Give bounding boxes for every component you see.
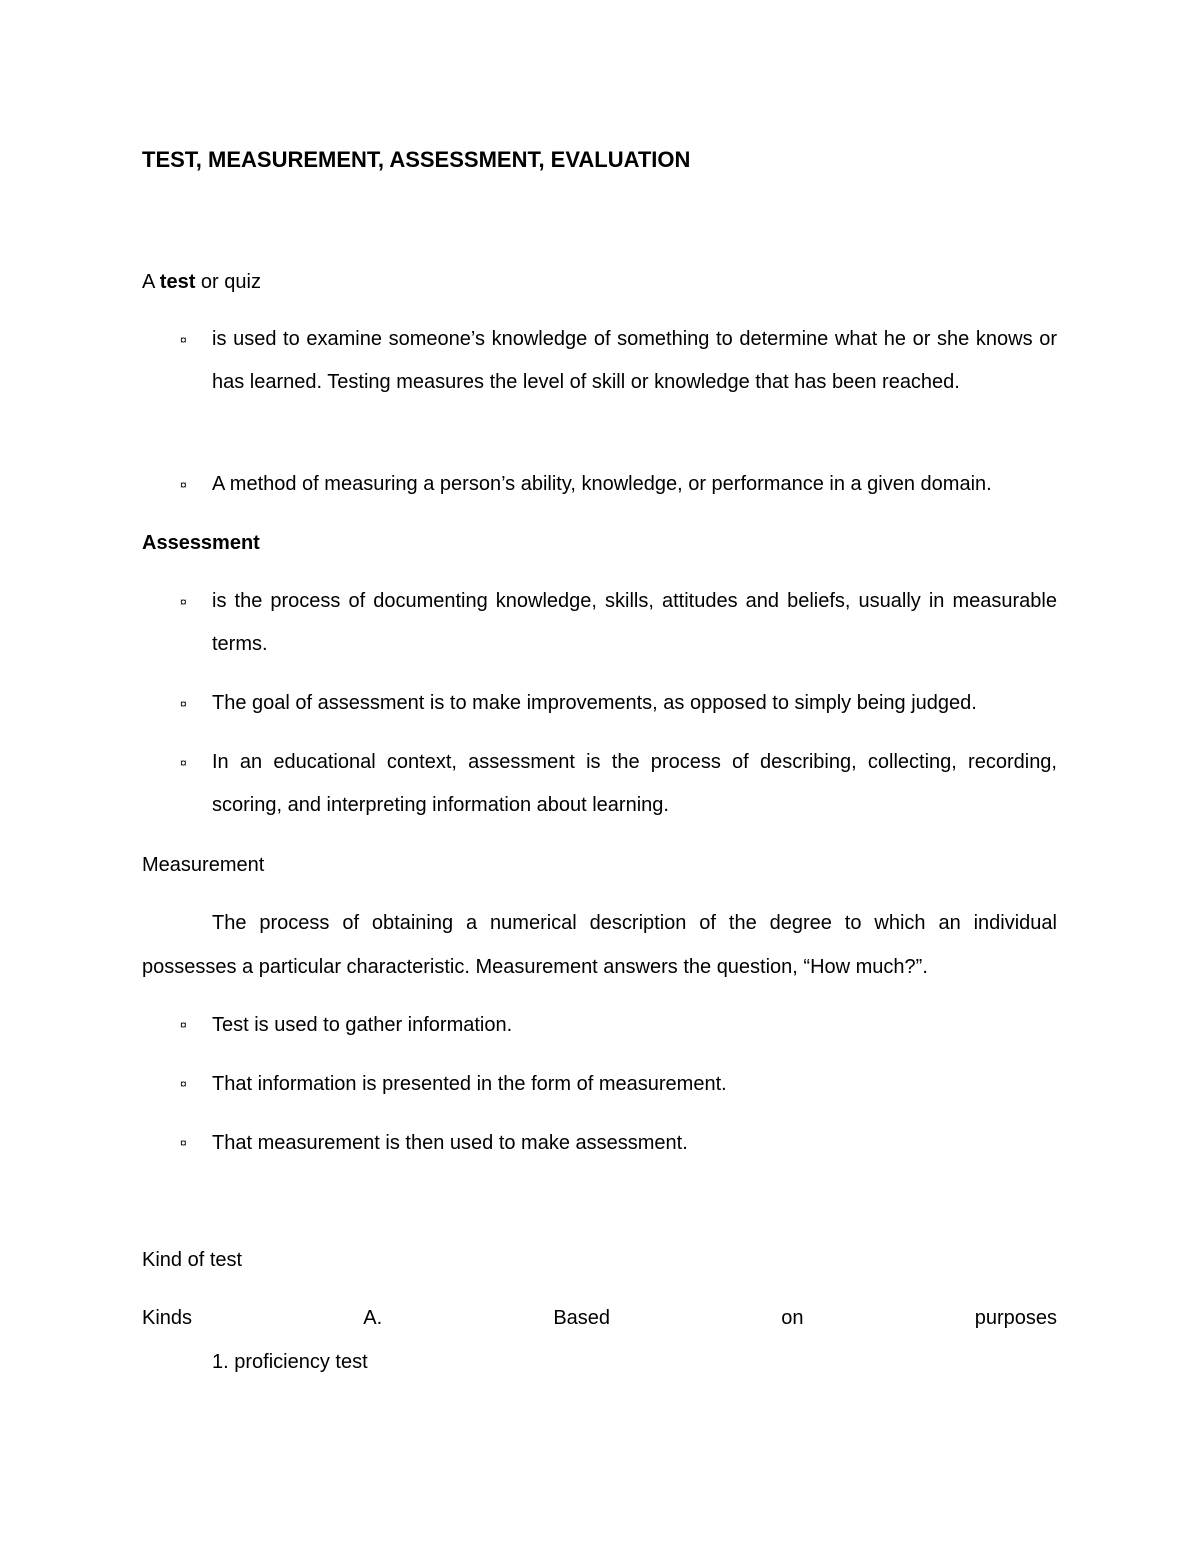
measurement-paragraph-line-1: The process of obtaining a numerical description of the degree to which an individual [212, 912, 1057, 934]
kinds-letter: A. [363, 1307, 383, 1329]
test-heading [142, 268, 261, 296]
document-title: TEST, MEASUREMENT, ASSESSMENT, EVALUATION [142, 147, 691, 172]
bullet-icon: ¤ [180, 756, 187, 770]
bullet-icon: ¤ [180, 595, 187, 609]
measurement-bullet-3: That measurement is then used to make assessment. [212, 1132, 688, 1154]
bullet-icon: ¤ [180, 1136, 187, 1150]
kinds-word: Kinds [142, 1307, 193, 1329]
assessment-bullet-1: is the process of documenting knowledge, skills, attitudes and beliefs, usually in measurable terms. [212, 590, 1057, 655]
test-bullet-2: A method of measuring a person’s ability, knowledge, or performance in a given domain. [212, 473, 992, 495]
kinds-based: Based [553, 1307, 611, 1329]
bullet-icon: ¤ [180, 333, 187, 347]
bullet-icon: ¤ [180, 1077, 187, 1091]
bullet-icon: ¤ [180, 478, 187, 492]
measurement-bullet-2: That information is presented in the form of measurement. [212, 1073, 727, 1095]
test-heading-bold: test [159, 271, 196, 293]
kinds-row [142, 1304, 1057, 1332]
kinds-on: on [781, 1307, 804, 1329]
kinds-heading: Kind of test [142, 1249, 243, 1271]
test-bullet-1: is used to examine someone’s knowledge of something to determine what he or she knows or has learned. Testing measures the level of skill or knowledge that has been reached. [212, 328, 1057, 393]
measurement-heading: Measurement [142, 854, 265, 876]
assessment-bullet-3: In an educational context, assessment is the process of describing, collecting, recording, scoring, and interpreting information about learning. [212, 751, 1057, 816]
bullet-icon: ¤ [180, 1018, 187, 1032]
assessment-bullet-2: The goal of assessment is to make improvements, as opposed to simply being judged. [212, 692, 977, 714]
test-heading-prefix: A [142, 271, 160, 293]
measurement-paragraph-line-2: possesses a particular characteristic. Measurement answers the question, “How much?”. [142, 956, 928, 978]
kinds-purposes: purposes [974, 1307, 1057, 1329]
measurement-bullet-1: Test is used to gather information. [212, 1014, 513, 1036]
bullet-icon: ¤ [180, 697, 187, 711]
assessment-heading: Assessment [142, 532, 260, 554]
test-heading-suffix: or quiz [195, 271, 261, 293]
kinds-item-1: 1. proficiency test [212, 1351, 368, 1373]
